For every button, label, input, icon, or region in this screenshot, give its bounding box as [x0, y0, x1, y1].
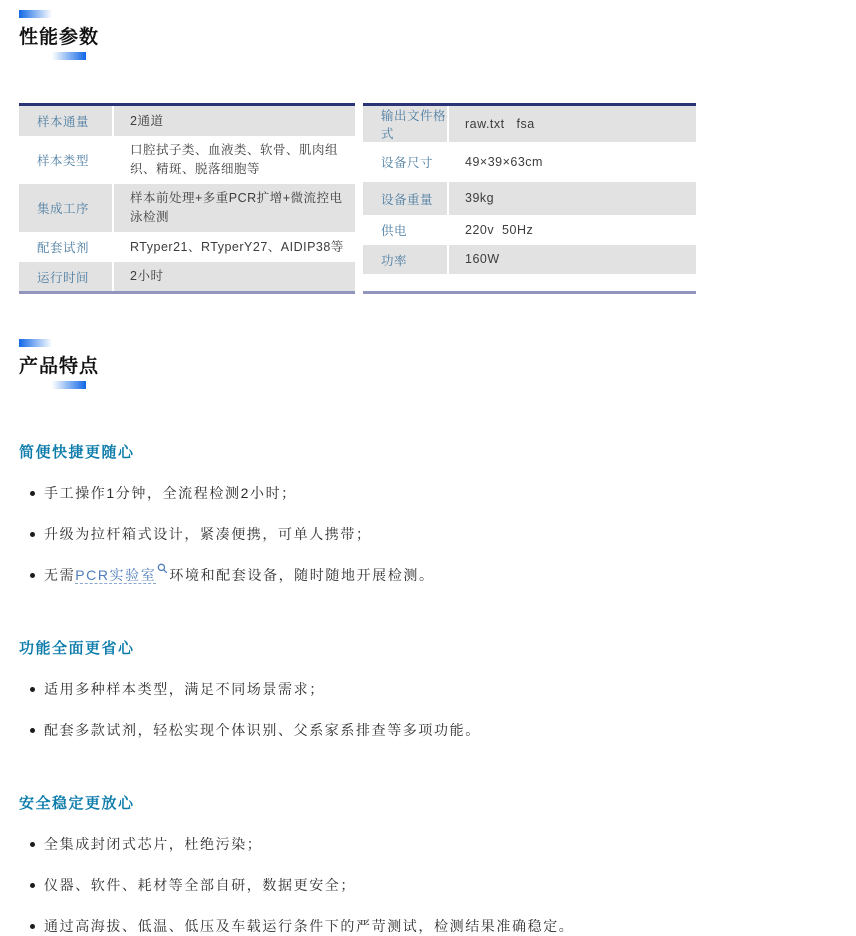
- table-row: [363, 182, 696, 215]
- feature-list: [19, 680, 856, 740]
- gradient-bar-bottom: [52, 52, 86, 60]
- table-row: [19, 232, 355, 262]
- list-item: 仪器、软件、耗材等全部自研，数据更安全；: [19, 876, 856, 895]
- spec-value: 160W: [465, 252, 500, 266]
- gradient-bar-bottom: [52, 381, 86, 389]
- spec-label: 集成工序: [19, 184, 114, 232]
- table-row: [19, 184, 355, 232]
- performance-section-header: [19, 0, 99, 60]
- feature-section-functionality: [19, 637, 856, 740]
- spec-label: 样本通量: [19, 106, 114, 136]
- features-section-header: [19, 294, 99, 389]
- spec-label: 样本类型: [19, 136, 114, 184]
- spec-value: 49×39×63cm: [465, 154, 543, 169]
- spec-label: 输出文件格式: [363, 106, 449, 142]
- table-row: [363, 106, 696, 142]
- spec-value: 39kg: [465, 191, 495, 205]
- table-row: [19, 106, 355, 136]
- spec-label: 设备重量: [363, 182, 449, 215]
- list-item: 升级为拉杆箱式设计，紧凑便携，可单人携带；: [19, 525, 856, 544]
- spec-value: raw.txt fsa: [465, 116, 535, 131]
- table-row: [363, 215, 696, 245]
- list-item: [19, 566, 856, 585]
- table-row: [363, 245, 696, 274]
- gradient-bar-top: [19, 339, 52, 347]
- spec-label: 供电: [363, 215, 449, 245]
- feature-list: [19, 835, 856, 936]
- feature-heading: 安全稳定更放心: [19, 795, 135, 812]
- list-item: 配套多款试剂，轻松实现个体识别、父系家系排查等多项功能。: [19, 721, 856, 740]
- table-row: [19, 136, 355, 184]
- spec-table-left: [19, 103, 355, 294]
- list-item-suffix: 环境和配套设备，随时随地开展检测。: [169, 567, 435, 583]
- list-item: 通过高海拔、低温、低压及车载运行条件下的严苛测试，检测结果准确稳定。: [19, 917, 856, 936]
- spec-label: 运行时间: [19, 262, 114, 291]
- feature-heading: 简便快捷更随心: [19, 444, 135, 461]
- table-row: [363, 142, 696, 182]
- pcr-lab-link[interactable]: PCR实验室: [75, 567, 157, 583]
- list-item: 全集成封闭式芯片，杜绝污染；: [19, 835, 856, 854]
- feature-heading: 功能全面更省心: [19, 640, 135, 657]
- spec-label: 功率: [363, 245, 449, 274]
- feature-section-convenience: [19, 441, 856, 585]
- list-item: 手工操作1分钟，全流程检测2小时；: [19, 484, 856, 503]
- spec-value: 样本前处理+多重PCR扩增+微流控电泳检测: [130, 191, 343, 224]
- spec-value: 2小时: [130, 269, 164, 283]
- list-item-prefix: 无需: [44, 567, 76, 583]
- features-title: 产品特点: [19, 356, 100, 377]
- search-icon[interactable]: [157, 563, 168, 574]
- spec-value: 口腔拭子类、血液类、软骨、肌肉组织、精斑、脱落细胞等: [130, 143, 339, 176]
- table-row: [19, 262, 355, 291]
- feature-list: [19, 484, 856, 585]
- performance-title: 性能参数: [19, 27, 100, 48]
- spec-value: 220v 50Hz: [465, 222, 534, 237]
- spec-label: 设备尺寸: [363, 142, 449, 182]
- spec-tables: [19, 103, 856, 294]
- list-item: 适用多种样本类型，满足不同场景需求；: [19, 680, 856, 699]
- gradient-bar-top: [19, 10, 52, 18]
- spec-label: 配套试剂: [19, 232, 114, 262]
- spec-value: RTyper21、RTyperY27、AIDIP38等: [130, 239, 344, 254]
- feature-section-safety: [19, 792, 856, 936]
- spec-value: 2通道: [130, 113, 164, 128]
- spec-table-right: [363, 103, 696, 294]
